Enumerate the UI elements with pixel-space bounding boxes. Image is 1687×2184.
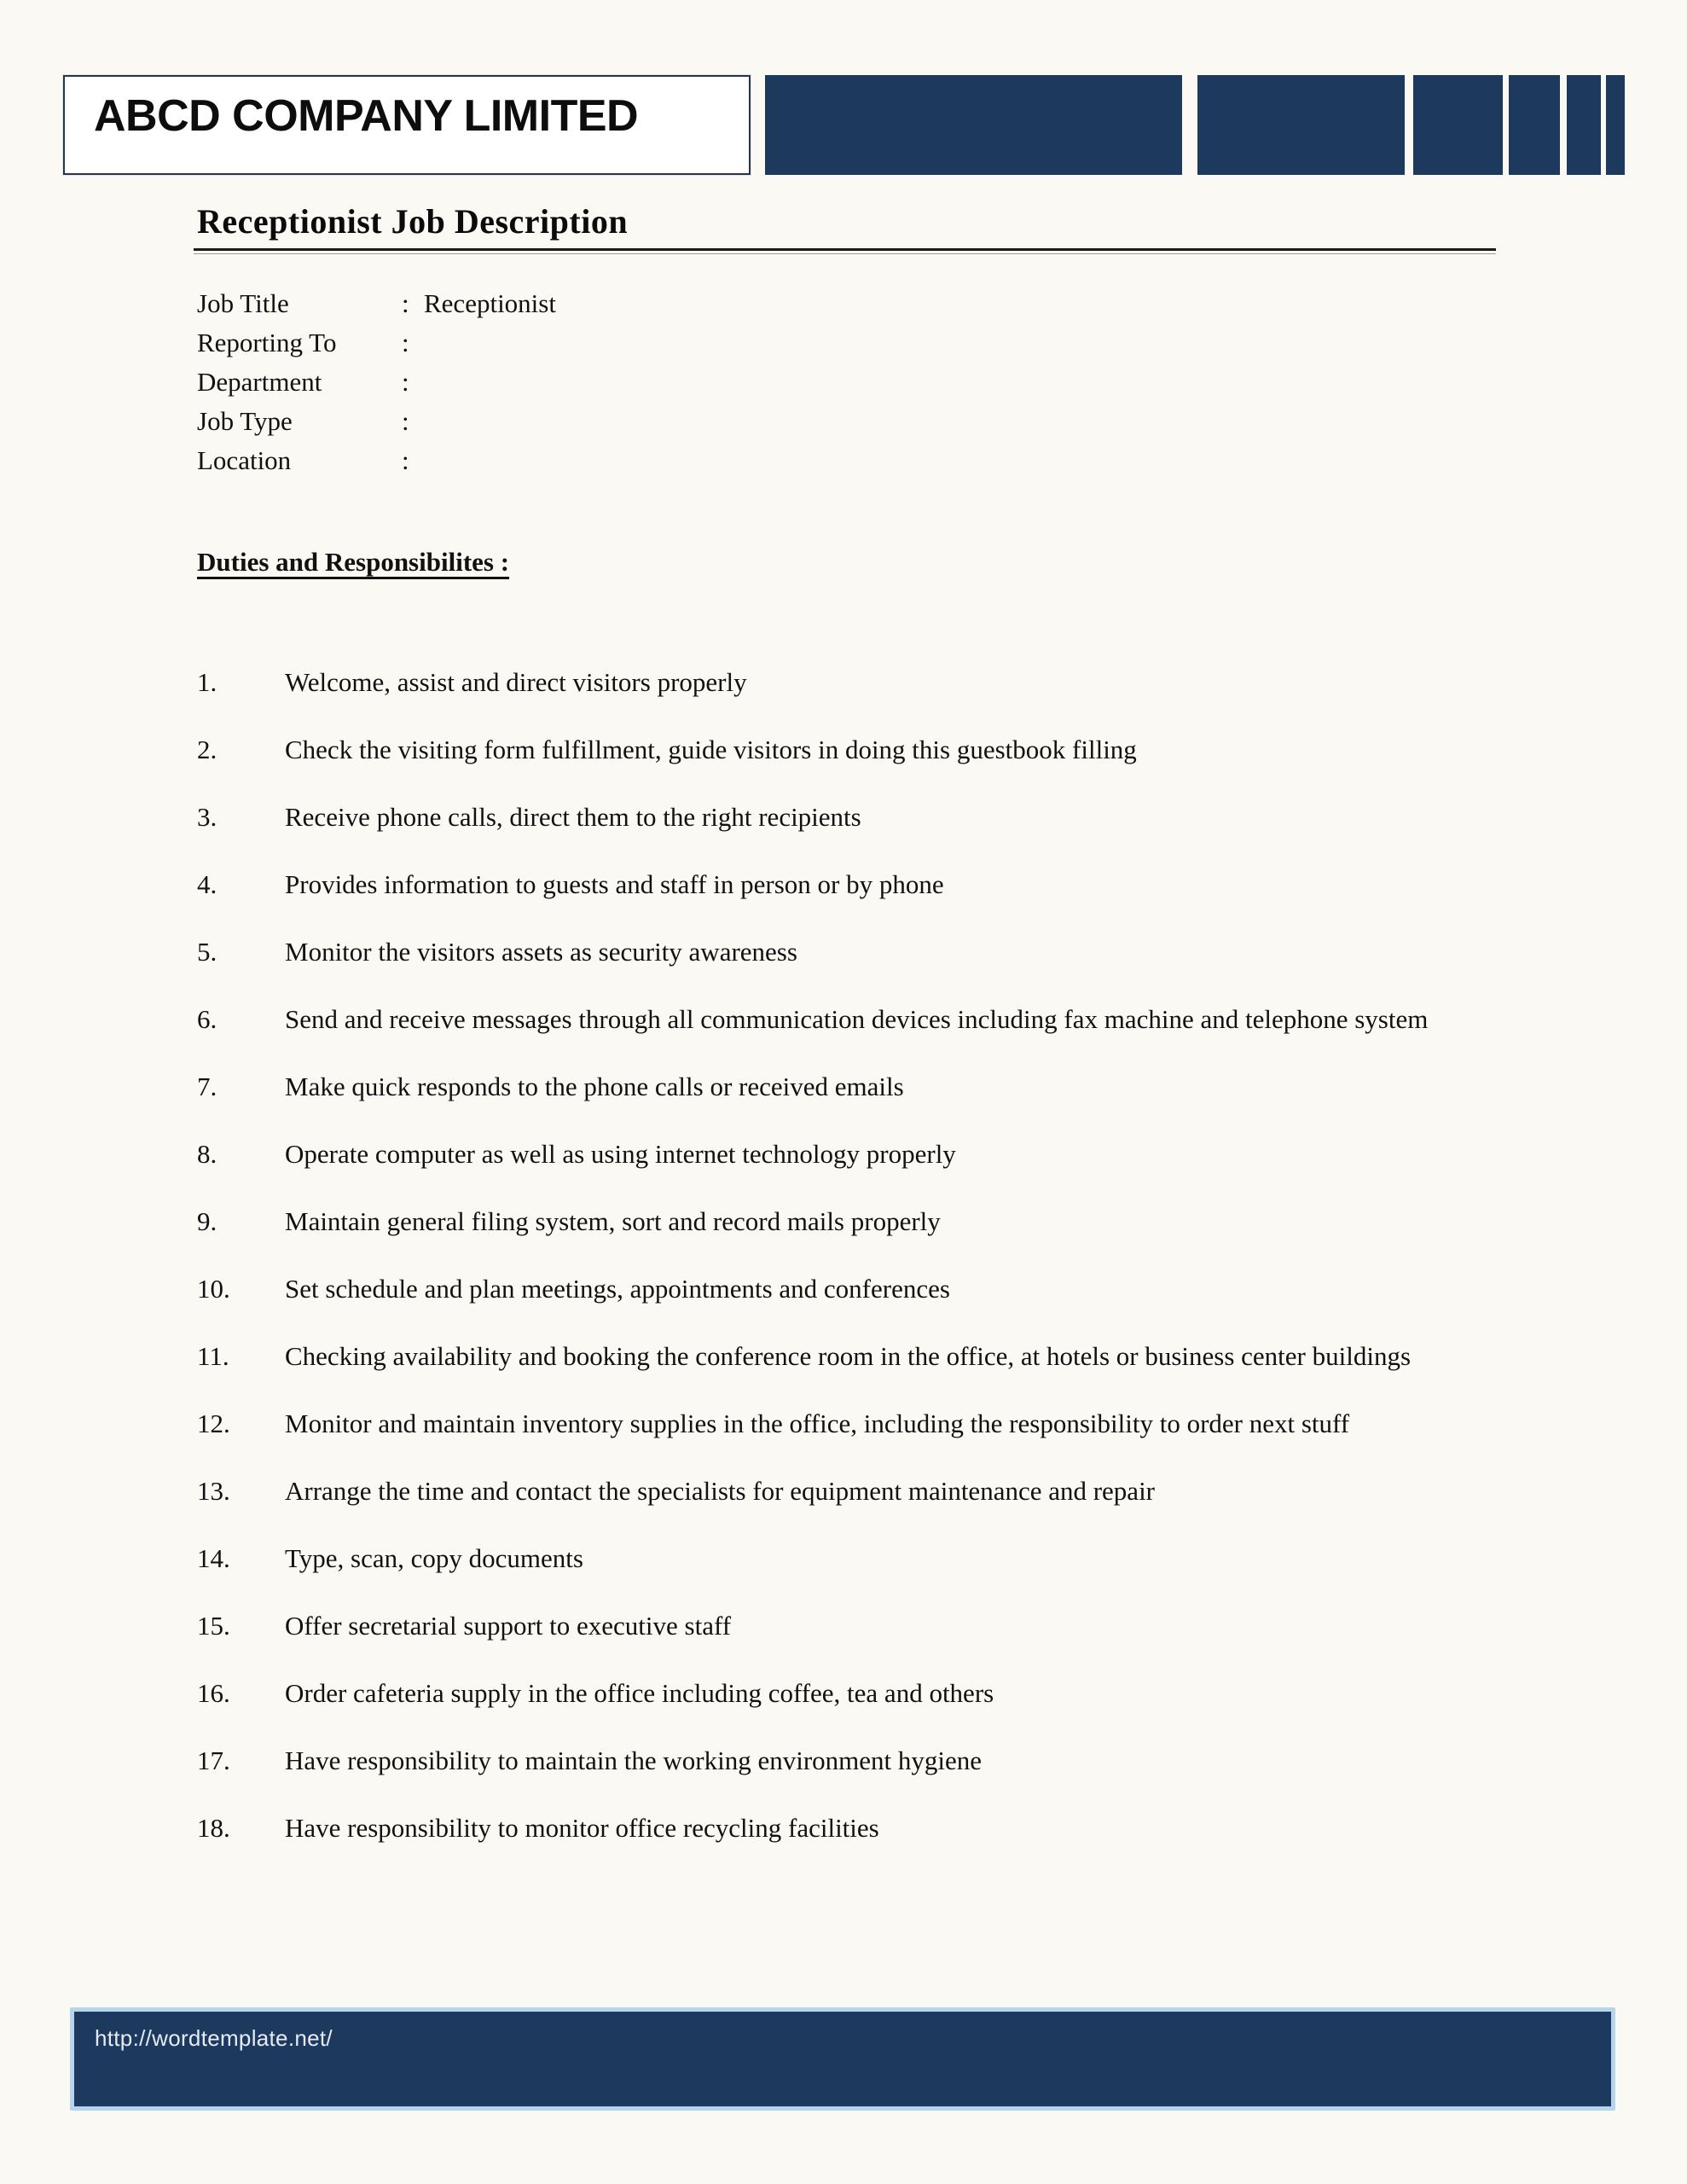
duty-text: Arrange the time and contact the specialists for equipment maintenance and repair [285,1476,1156,1506]
duty-text: Operate computer as well as using internet technology properly [285,1139,956,1169]
duty-text: Maintain general filing system, sort and record mails properly [285,1206,941,1236]
duty-text: Monitor and maintain inventory supplies in the office, including the responsibility to order next stuff [285,1409,1350,1438]
header-bar [1509,75,1560,175]
header-bar [1413,75,1503,175]
duty-text: Provides information to guests and staff in person or by phone [285,869,944,899]
duty-item [197,798,1504,836]
duty-item [197,1606,1504,1645]
job-info-fields [197,284,556,480]
field-colon: : [402,328,409,357]
field-row-reporting-to [197,323,556,363]
duty-item [197,865,1504,903]
duty-text: Set schedule and plan meetings, appointments and conferences [285,1274,950,1304]
duties-heading: Duties and Responsibilites : [197,547,510,577]
field-colon: : [402,445,409,475]
duty-item [197,1269,1504,1308]
field-colon: : [402,367,409,397]
duty-text: Order cafeteria supply in the office including coffee, tea and others [285,1678,994,1708]
duty-item [197,1067,1504,1106]
duty-text: Welcome, assist and direct visitors properly [285,667,747,697]
duty-number: 13. [197,1476,230,1506]
duty-item [197,1337,1504,1375]
duty-item [197,1674,1504,1712]
duty-text: Type, scan, copy documents [285,1543,583,1573]
duty-text: Send and receive messages through all communication devices including fax machine and telephone system [285,1004,1429,1034]
duty-number: 17. [197,1745,230,1775]
header-bar [765,75,1182,175]
duty-text: Checking availability and booking the conference room in the office, at hotels or business center buildings [285,1341,1412,1371]
duty-text: Receive phone calls, direct them to the right recipients [285,802,861,832]
duty-number: 14. [197,1543,230,1573]
field-label: Location [197,445,292,475]
duty-item [197,730,1504,769]
duty-text: Monitor the visitors assets as security awareness [285,937,797,967]
footer-bar [70,2007,1615,2111]
duty-number: 5. [197,937,217,967]
header-bar [1606,75,1625,175]
company-name-box [63,75,751,175]
duty-number: 4. [197,869,217,899]
duty-item [197,1472,1504,1510]
field-row-job-title [197,284,556,323]
duty-item [197,1135,1504,1173]
header-bar [1197,75,1405,175]
duty-item [197,1000,1504,1038]
duty-text: Check the visiting form fulfillment, guide visitors in doing this guestbook filling [285,735,1137,764]
company-name: ABCD COMPANY LIMITED [94,90,639,141]
duty-number: 16. [197,1678,230,1708]
duty-number: 11. [197,1341,229,1371]
duty-item [197,1809,1504,1847]
header-bar [1567,75,1601,175]
duty-text: Make quick responds to the phone calls or received emails [285,1072,904,1101]
footer-url: http://wordtemplate.net/ [95,2025,333,2051]
duty-number: 6. [197,1004,217,1034]
duty-text: Offer secretarial support to executive staff [285,1611,732,1641]
duty-text: Have responsibility to maintain the working environment hygiene [285,1745,983,1775]
field-colon: : [402,288,409,318]
duty-item [197,1404,1504,1443]
duty-number: 10. [197,1274,230,1304]
duty-item [197,663,1504,701]
field-colon: : [402,406,409,436]
duty-item [197,1539,1504,1577]
field-value: Receptionist [424,288,556,318]
duty-number: 3. [197,802,217,832]
duty-number: 9. [197,1206,217,1236]
duty-number: 18. [197,1813,230,1843]
field-label: Job Title [197,288,289,318]
field-row-job-type [197,402,556,441]
duty-number: 12. [197,1409,230,1438]
duty-item [197,932,1504,971]
field-label: Job Type [197,406,293,436]
field-row-department [197,363,556,402]
duties-list [197,663,1504,1876]
duty-number: 8. [197,1139,217,1169]
duty-number: 15. [197,1611,230,1641]
field-row-location [197,441,556,480]
field-label: Department [197,367,322,397]
page-title: Receptionist Job Description [197,202,629,241]
duty-item [197,1202,1504,1240]
duty-number: 1. [197,667,217,697]
title-rule [194,248,1496,254]
duty-number: 2. [197,735,217,764]
duty-item [197,1741,1504,1780]
duty-text: Have responsibility to monitor office recycling facilities [285,1813,879,1843]
duty-number: 7. [197,1072,217,1101]
field-label: Reporting To [197,328,337,357]
